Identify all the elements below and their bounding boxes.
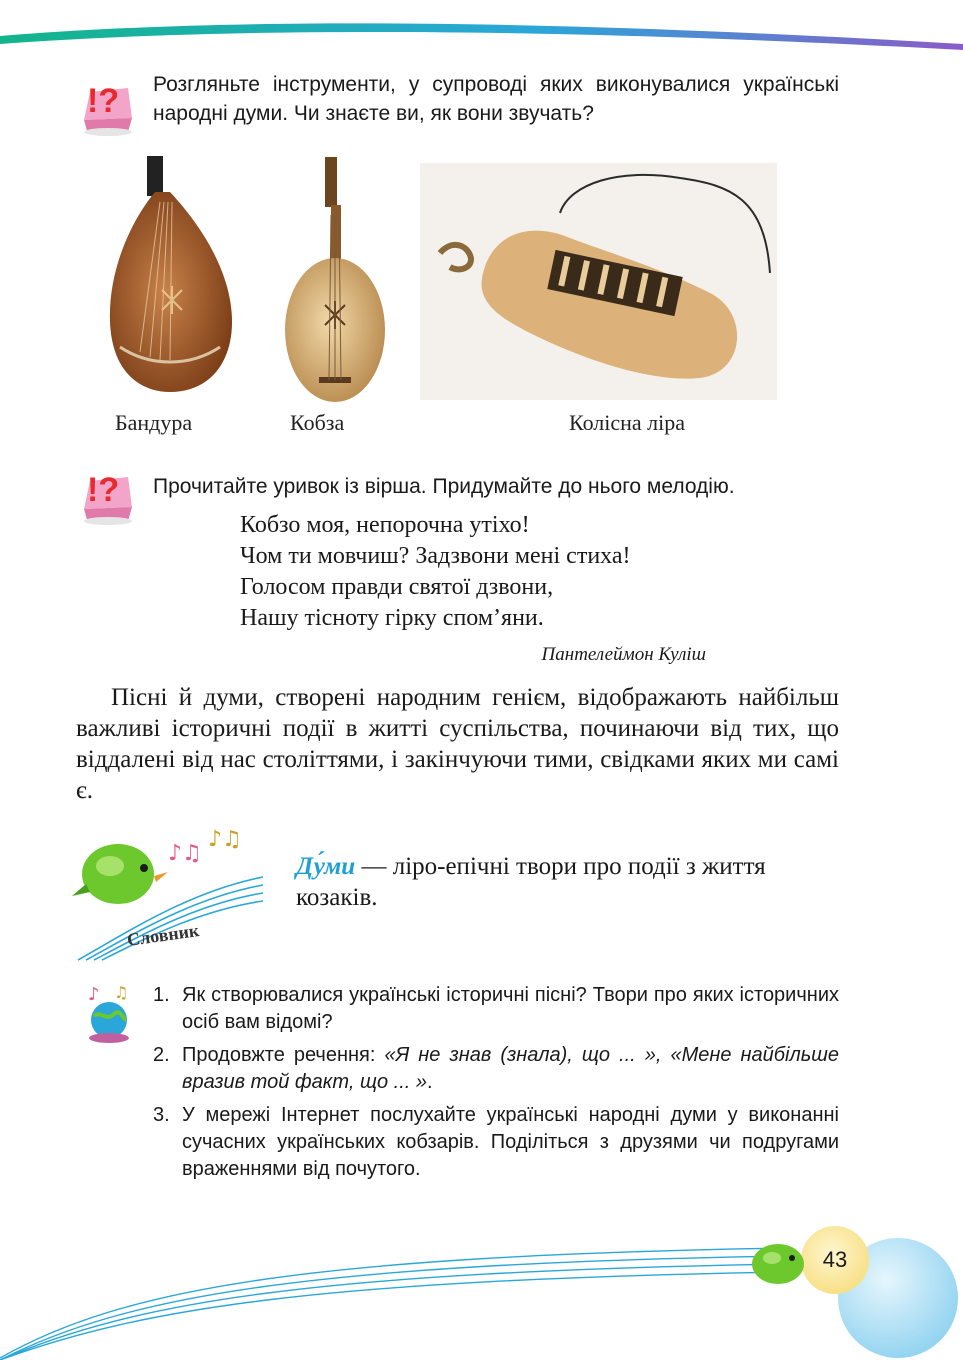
question-text: Розгляньте інструменти, у супроводі яких виконувалися українські народні думи. Чи знаєте ви, як вони звучать? [153, 73, 839, 125]
dictionary-bird-icon [68, 822, 268, 962]
question-icon [74, 457, 140, 527]
bandura-image [100, 152, 240, 402]
body-paragraph: Пісні й думи, створені народним генієм, відображають найбільш важливі історичні події в житті суспільства, починаючи від тих, що віддалені від нас століттями, і закінчуючи тими, свідками яких ми самі є. [76, 684, 839, 804]
task-item [153, 982, 839, 1036]
hurdy-gurdy-image [420, 163, 777, 400]
task-list [153, 982, 839, 1189]
dictionary-definition [296, 851, 841, 913]
poem-author: Пантелеймон Куліш [541, 644, 706, 665]
poem [240, 510, 631, 634]
svg-text:♪: ♪ [88, 984, 100, 1005]
svg-text:!?: !? [87, 471, 120, 509]
bandura-caption: Бандура [115, 410, 193, 435]
dictionary-term: Ду́ми [296, 853, 356, 880]
svg-text:♫: ♫ [114, 983, 129, 1002]
task-quote: «Я не знав (знала), що ... », «Мене найбільше вразив той факт, що ... » [182, 1044, 839, 1093]
task-text-end: . [427, 1071, 433, 1093]
dictionary-definition-text: — ліро-епічні твори про події з життя козаків. [296, 853, 766, 911]
dictionary-label: Словник [125, 920, 201, 950]
lyre-caption: Колісна ліра [569, 410, 686, 435]
svg-text:♪♫: ♪♫ [168, 841, 202, 866]
top-stripe [0, 0, 963, 70]
svg-text:!?: !? [87, 82, 120, 120]
poem-line: Голосом правди святої дзвони, [240, 574, 554, 600]
task-text: Як створювалися українські історичні пісні? Твори про яких історичних осіб вам відомі? [182, 984, 839, 1033]
kobza-image [283, 155, 393, 407]
poem-line: Кобзо моя, непорочна утіхо! [240, 512, 530, 538]
task-number: 1. [153, 984, 170, 1006]
task-text: Продовжте речення: [182, 1044, 385, 1066]
task-number: 3. [153, 1104, 170, 1126]
task-text: У мережі Інтернет послухайте українські народні думи у виконанні сучасних українських кобзарів. Поділіться з друзями чи подругами враженнями від почутого. [182, 1104, 839, 1180]
task-item [153, 1102, 839, 1183]
task-item [153, 1042, 839, 1096]
question-icon [74, 68, 140, 138]
question-text: Прочитайте уривок із вірша. Придумайте до нього мелодію. [153, 475, 735, 498]
task-number: 2. [153, 1044, 170, 1066]
page-number: 43 [822, 1247, 848, 1272]
poem-line: Нашу тісноту гірку спом’яни. [240, 605, 544, 631]
poem-line: Чом ти мовчиш? Задзвони мені стиха! [240, 543, 631, 569]
globe-music-icon [80, 980, 138, 1046]
kobza-caption: Кобза [290, 410, 345, 435]
svg-text:♪♫: ♪♫ [208, 827, 242, 852]
